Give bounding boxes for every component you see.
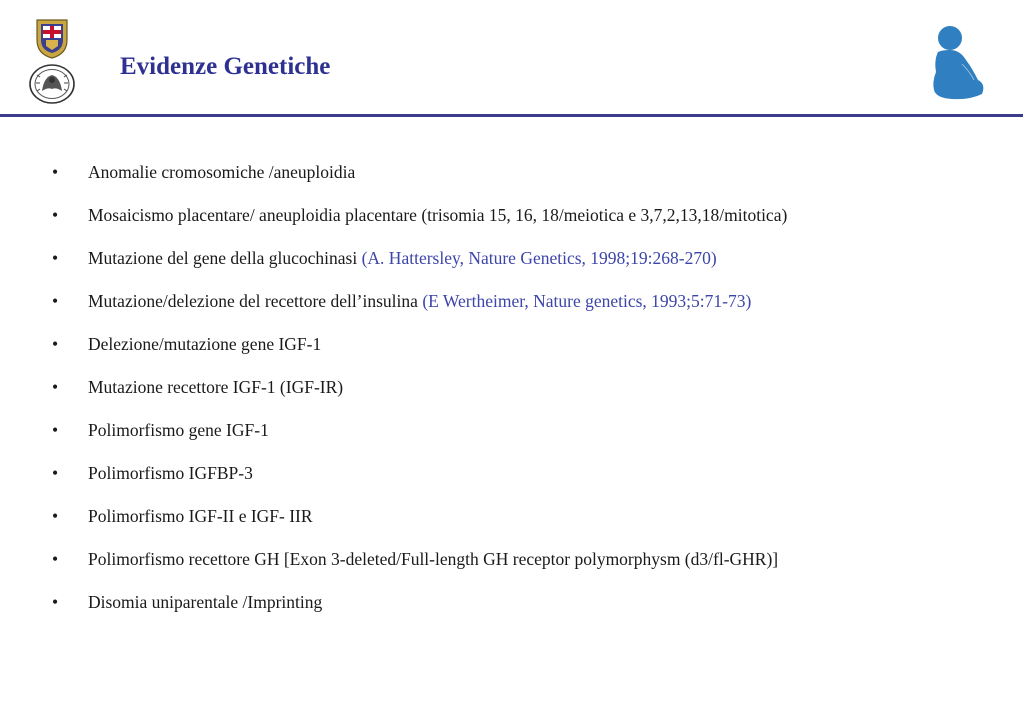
- list-item: [52, 203, 1012, 246]
- bullet-glyph: •: [52, 291, 59, 311]
- university-seal-logo: [28, 63, 76, 105]
- bullet-glyph: •: [52, 592, 59, 612]
- bullet-list: [52, 160, 1012, 633]
- list-item: [52, 547, 1012, 590]
- slide-title: Evidenze Genetiche: [120, 52, 331, 80]
- bullet-text: Polimorfismo IGF-II e IGF- IIR: [88, 506, 313, 526]
- bullet-text: Polimorfismo IGFBP-3: [88, 463, 253, 483]
- bullet-glyph: •: [52, 420, 59, 440]
- list-item: [52, 590, 1012, 633]
- bullet-reference: (A. Hattersley, Nature Genetics, 1998;19:268-270): [361, 248, 717, 268]
- child-silhouette-icon: [926, 24, 988, 102]
- bullet-glyph: •: [52, 334, 59, 354]
- bullet-glyph: •: [52, 463, 59, 483]
- bullet-text: Mutazione/delezione del recettore dell’insulina: [88, 291, 423, 311]
- list-item: [52, 375, 1012, 418]
- bullet-text: Anomalie cromosomiche /aneuploidia: [88, 162, 356, 182]
- list-item: [52, 461, 1012, 504]
- bullet-text: Polimorfismo gene IGF-1: [88, 420, 269, 440]
- bullet-text: Disomia uniparentale /Imprinting: [88, 592, 323, 612]
- bullet-glyph: •: [52, 162, 59, 182]
- header-divider: [0, 114, 1023, 117]
- bullet-glyph: •: [52, 377, 59, 397]
- bullet-text: Mutazione del gene della glucochinasi: [88, 248, 362, 268]
- list-item: [52, 418, 1012, 461]
- bullet-reference: (E Wertheimer, Nature genetics, 1993;5:71-73): [422, 291, 752, 311]
- list-item: [52, 332, 1012, 375]
- bullet-text: Polimorfismo recettore GH [Exon 3-deleted/Full-length GH receptor polymorphysm (d3/fl-GHR)]: [88, 549, 779, 569]
- list-item: [52, 504, 1012, 547]
- bullet-text: Mutazione recettore IGF-1 (IGF-IR): [88, 377, 344, 397]
- bullet-glyph: •: [52, 205, 59, 225]
- list-item: [52, 289, 1012, 332]
- bullet-text: Delezione/mutazione gene IGF-1: [88, 334, 322, 354]
- bullet-glyph: •: [52, 549, 59, 569]
- bullet-glyph: •: [52, 506, 59, 526]
- genoa-shield-logo: [34, 16, 70, 60]
- bullet-glyph: •: [52, 248, 59, 268]
- list-item: [52, 160, 1012, 203]
- list-item: [52, 246, 1012, 289]
- bullet-text: Mosaicismo placentare/ aneuploidia placentare (trisomia 15, 16, 18/meiotica e 3,7,2,13,18/mitotica): [88, 205, 788, 225]
